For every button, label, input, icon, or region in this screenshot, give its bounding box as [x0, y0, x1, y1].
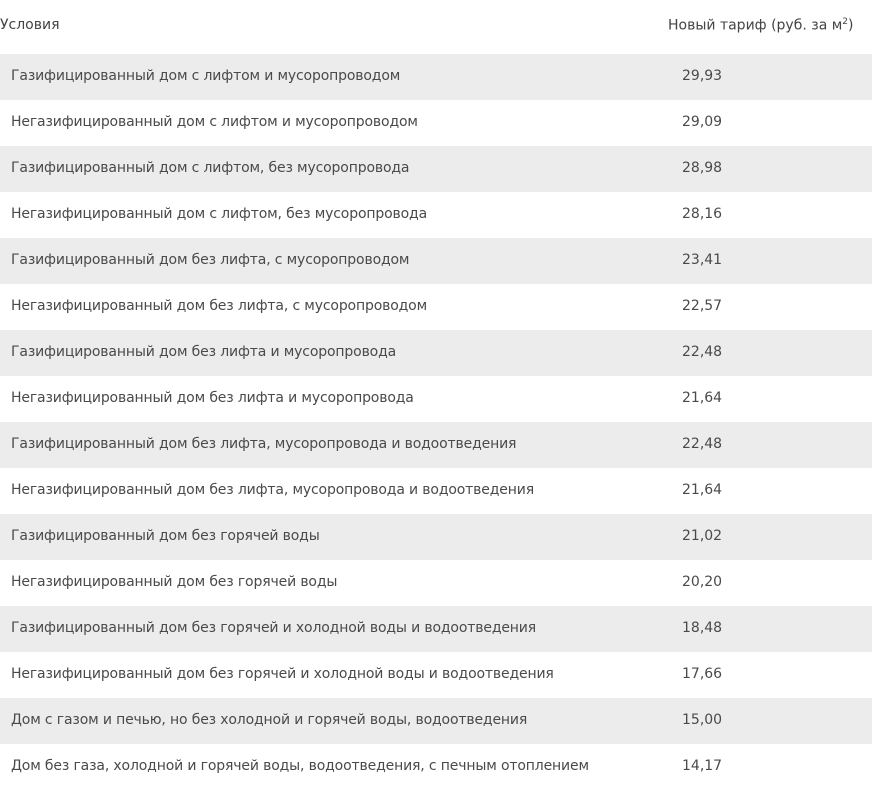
header-tariff-sup: 2: [842, 17, 849, 27]
row-tariff-value: 17,66: [682, 666, 723, 682]
table-row: [0, 376, 872, 422]
row-tariff-value: 20,20: [682, 574, 723, 590]
row-condition: Газифицированный дом без лифта, с мусоропроводом: [11, 252, 410, 268]
table-row: [0, 284, 872, 330]
table-row: [0, 652, 872, 698]
table-row: [0, 560, 872, 606]
row-condition: Негазифицированный дом с лифтом и мусоропроводом: [11, 114, 418, 130]
row-condition: Негазифицированный дом без лифта, мусоропровода и водоотведения: [11, 482, 534, 498]
header-tariff-close: ): [848, 17, 854, 34]
row-condition: Газифицированный дом без лифта и мусоропровода: [11, 344, 397, 360]
row-condition: Дом с газом и печью, но без холодной и горячей воды, водоотведения: [11, 712, 528, 728]
row-tariff-value: 22,48: [682, 344, 723, 360]
table-row: [0, 468, 872, 514]
table-body: [0, 54, 872, 790]
row-tariff-value: 22,57: [682, 298, 723, 314]
table-row: [0, 330, 872, 376]
row-tariff-value: 21,64: [682, 482, 723, 498]
row-condition: Газифицированный дом без горячей и холодной воды и водоотведения: [11, 620, 537, 636]
row-condition: Газифицированный дом без горячей воды: [11, 528, 320, 544]
table-row: [0, 744, 872, 790]
row-tariff-value: 14,17: [682, 758, 723, 774]
row-condition: Негазифицированный дом без лифта и мусоропровода: [11, 390, 414, 406]
row-condition: Негазифицированный дом с лифтом, без мусоропровода: [11, 206, 427, 222]
row-tariff-value: 29,93: [682, 68, 723, 84]
table-row: [0, 146, 872, 192]
row-tariff-value: 15,00: [682, 712, 723, 728]
row-tariff-value: 28,98: [682, 160, 723, 176]
row-tariff-value: 18,48: [682, 620, 723, 636]
table-row: [0, 606, 872, 652]
row-tariff-value: 23,41: [682, 252, 723, 268]
row-condition: Газифицированный дом с лифтом, без мусоропровода: [11, 160, 410, 176]
table-row: [0, 238, 872, 284]
row-condition: Газифицированный дом с лифтом и мусоропроводом: [11, 68, 401, 84]
row-tariff-value: 22,48: [682, 436, 723, 452]
header-conditions: Условия: [0, 17, 60, 33]
header-tariff: [668, 17, 854, 34]
row-tariff-value: 29,09: [682, 114, 723, 130]
row-tariff-value: 21,64: [682, 390, 723, 406]
table-header: [0, 0, 878, 54]
row-condition: Дом без газа, холодной и горячей воды, водоотведения, с печным отоплением: [11, 758, 589, 774]
table-row: [0, 100, 872, 146]
row-condition: Негазифицированный дом без горячей и холодной воды и водоотведения: [11, 666, 554, 682]
row-tariff-value: 28,16: [682, 206, 723, 222]
table-row: [0, 514, 872, 560]
table-row: [0, 698, 872, 744]
table-row: [0, 54, 872, 100]
table-row: [0, 422, 872, 468]
row-tariff-value: 21,02: [682, 528, 723, 544]
table-row: [0, 192, 872, 238]
header-tariff-text: Новый тариф (руб. за м: [668, 17, 843, 34]
row-condition: Негазифицированный дом без лифта, с мусоропроводом: [11, 298, 427, 314]
row-condition: Газифицированный дом без лифта, мусоропровода и водоотведения: [11, 436, 517, 452]
row-condition: Негазифицированный дом без горячей воды: [11, 574, 338, 590]
